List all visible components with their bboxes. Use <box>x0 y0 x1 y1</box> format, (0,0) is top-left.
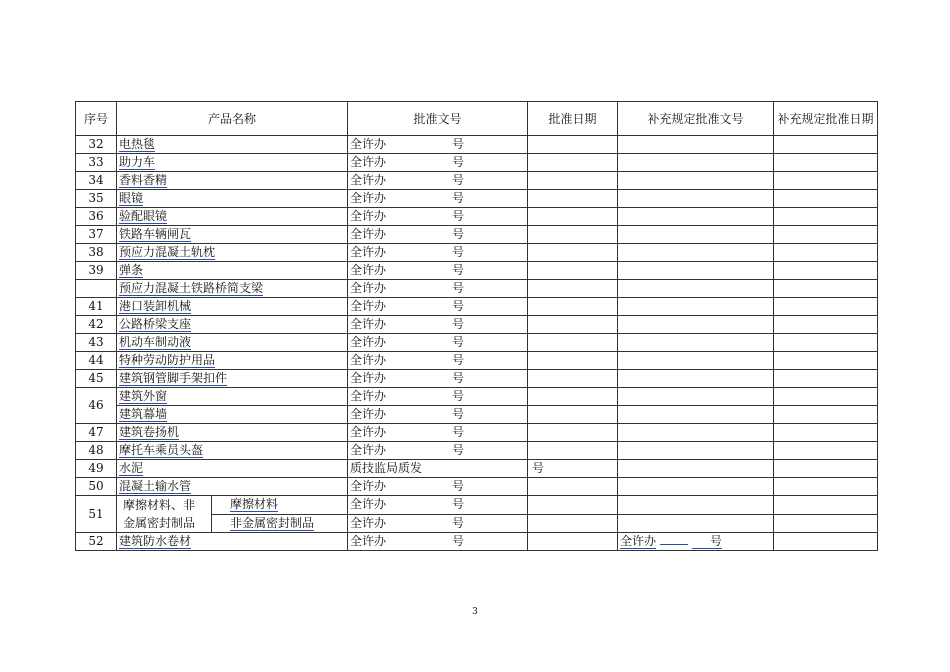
supp-date-cell <box>774 154 878 172</box>
supp-no-cell <box>618 496 774 515</box>
product-name: 建筑钢管脚手架扣件 <box>119 371 228 385</box>
table-row <box>76 406 878 424</box>
approval-suffix: 号 <box>452 425 465 439</box>
product-group <box>117 496 212 532</box>
approval-prefix: 全许办 <box>350 263 387 277</box>
supp-no-cell <box>618 154 774 172</box>
table-row <box>76 352 878 370</box>
row-number: 43 <box>76 334 117 352</box>
approval-no-cell <box>348 388 528 406</box>
row-number: 51 <box>76 496 117 533</box>
supp-date-cell <box>774 208 878 226</box>
product-name-cell <box>117 136 348 154</box>
table-row <box>76 496 878 515</box>
approval-suffix: 号 <box>452 209 465 223</box>
supp-no-cell <box>618 442 774 460</box>
product-name-cell <box>117 262 348 280</box>
supp-no-cell <box>618 478 774 496</box>
product-name-cell <box>117 442 348 460</box>
product-name: 验配眼镜 <box>119 209 168 223</box>
approval-no-cell <box>348 226 528 244</box>
product-name: 特种劳动防护用品 <box>119 353 216 367</box>
approval-prefix: 全许办 <box>350 335 387 349</box>
approval-no-cell <box>348 424 528 442</box>
product-sub-name <box>212 496 348 514</box>
row-number: 35 <box>76 190 117 208</box>
product-name: 混凝土输水管 <box>119 479 192 493</box>
product-name-cell <box>117 280 348 298</box>
product-name-cell <box>117 388 348 406</box>
approval-no-cell <box>348 280 528 298</box>
product-name-cell <box>117 334 348 352</box>
supp-date-cell <box>774 226 878 244</box>
product-name: 预应力混凝土铁路桥简支梁 <box>119 281 264 295</box>
approval-prefix: 全许办 <box>350 209 387 223</box>
approval-prefix: 全许办 <box>350 443 387 457</box>
table-row <box>76 370 878 388</box>
supp-no-cell <box>618 424 774 442</box>
approval-prefix: 全许办 <box>350 515 387 530</box>
approval-date-cell <box>528 370 618 388</box>
product-name-cell <box>117 316 348 334</box>
supp-date-cell <box>774 533 878 551</box>
approval-suffix: 号 <box>452 479 465 493</box>
table-row <box>76 334 878 352</box>
header-supp-date: 补充规定批准日期 <box>774 102 878 136</box>
approval-prefix: 全许办 <box>350 389 387 403</box>
product-name: 眼镜 <box>119 191 144 205</box>
supp-no-cell <box>618 262 774 280</box>
approval-prefix: 全许办 <box>350 317 387 331</box>
table-row <box>76 172 878 190</box>
row-number: 48 <box>76 442 117 460</box>
approval-suffix: 号 <box>452 299 465 313</box>
approval-no-cell <box>348 136 528 154</box>
table-row <box>76 316 878 334</box>
supp-date-cell <box>774 280 878 298</box>
approval-suffix: 号 <box>452 227 465 241</box>
product-name: 建筑外窗 <box>119 389 168 403</box>
approval-suffix: 号 <box>452 371 465 385</box>
supp-no-cell <box>618 172 774 190</box>
product-name: 电热毯 <box>119 137 156 151</box>
table-row <box>76 442 878 460</box>
approval-date-cell <box>528 352 618 370</box>
supp-date-cell <box>774 388 878 406</box>
product-name: 摩擦材料 <box>230 497 279 512</box>
table-row <box>76 388 878 406</box>
header-supp-no: 补充规定批准文号 <box>618 102 774 136</box>
approval-date-cell <box>528 208 618 226</box>
approval-prefix: 全许办 <box>350 155 387 169</box>
approval-date-cell <box>528 280 618 298</box>
approval-date-cell <box>528 298 618 316</box>
product-approval-table <box>75 101 878 551</box>
approval-no-cell <box>348 442 528 460</box>
row-number: 52 <box>76 533 117 551</box>
row-number: 50 <box>76 478 117 496</box>
approval-no-cell <box>348 514 528 533</box>
approval-suffix: 号 <box>452 335 465 349</box>
header-seq: 序号 <box>76 102 117 136</box>
row-number: 47 <box>76 424 117 442</box>
approval-no-cell <box>348 190 528 208</box>
supp-suffix: 号 <box>692 534 722 549</box>
approval-suffix: 号 <box>532 461 545 475</box>
approval-suffix: 号 <box>452 281 465 295</box>
supp-date-cell <box>774 406 878 424</box>
supp-no-cell <box>618 190 774 208</box>
product-name: 助力车 <box>119 155 156 169</box>
row-number: 38 <box>76 244 117 262</box>
approval-suffix: 号 <box>452 263 465 277</box>
approval-no-cell <box>348 406 528 424</box>
product-name: 摩托车乘员头盔 <box>119 443 204 457</box>
product-name-cell <box>117 352 348 370</box>
approval-date-cell <box>528 262 618 280</box>
table-row <box>76 262 878 280</box>
approval-suffix: 号 <box>452 317 465 331</box>
table-row <box>76 226 878 244</box>
product-name-cell <box>117 244 348 262</box>
supp-no-cell <box>618 316 774 334</box>
row-number: 39 <box>76 262 117 280</box>
table-row <box>76 424 878 442</box>
supp-date-cell <box>774 424 878 442</box>
approval-suffix: 号 <box>452 191 465 205</box>
approval-prefix: 全许办 <box>350 425 387 439</box>
table-row <box>76 460 878 478</box>
product-name-cell <box>117 496 348 533</box>
header-product: 产品名称 <box>117 102 348 136</box>
approval-no-cell <box>348 316 528 334</box>
approval-suffix: 号 <box>452 443 465 457</box>
approval-date-cell <box>528 442 618 460</box>
table-row <box>76 136 878 154</box>
product-name: 香料香精 <box>119 173 168 187</box>
product-group-line: 金属密封制品 <box>123 516 196 530</box>
supp-no-cell <box>618 226 774 244</box>
approval-prefix: 全许办 <box>350 227 387 241</box>
table-row <box>76 298 878 316</box>
approval-no-cell <box>348 533 528 551</box>
approval-date-cell <box>528 316 618 334</box>
approval-prefix: 全许办 <box>350 137 387 151</box>
table-row <box>76 244 878 262</box>
product-name-cell <box>117 154 348 172</box>
approval-suffix: 号 <box>452 534 465 548</box>
row-number: 41 <box>76 298 117 316</box>
row-number: 46 <box>76 388 117 424</box>
row-number: 49 <box>76 460 117 478</box>
product-name-cell <box>117 533 348 551</box>
row-number: 45 <box>76 370 117 388</box>
approval-suffix: 号 <box>452 497 465 512</box>
supp-date-cell <box>774 514 878 533</box>
product-name-cell <box>117 406 348 424</box>
supp-no-cell <box>618 388 774 406</box>
row-number: 34 <box>76 172 117 190</box>
approval-prefix: 全许办 <box>350 299 387 313</box>
approval-date-cell <box>528 226 618 244</box>
table-row <box>76 154 878 172</box>
product-name: 水泥 <box>119 461 144 475</box>
row-number: 42 <box>76 316 117 334</box>
approval-no-cell <box>348 244 528 262</box>
supp-no-cell <box>618 280 774 298</box>
approval-date-cell <box>528 154 618 172</box>
table-row <box>76 280 878 298</box>
product-name-cell <box>117 424 348 442</box>
approval-prefix: 全许办 <box>350 173 387 187</box>
approval-prefix: 全许办 <box>350 534 387 548</box>
product-name-cell <box>117 226 348 244</box>
approval-suffix: 号 <box>452 407 465 421</box>
approval-date-cell <box>528 334 618 352</box>
product-name-cell <box>117 172 348 190</box>
approval-date-cell <box>528 406 618 424</box>
approval-suffix: 号 <box>452 137 465 151</box>
approval-no-cell <box>348 478 528 496</box>
page-number: 3 <box>472 607 478 617</box>
approval-no-cell <box>348 208 528 226</box>
approval-no-cell <box>348 370 528 388</box>
supp-date-cell <box>774 442 878 460</box>
supp-date-cell <box>774 334 878 352</box>
supp-no-cell <box>618 533 774 551</box>
approval-date-cell <box>528 496 618 515</box>
product-name-cell <box>117 208 348 226</box>
header-approval-no: 批准文号 <box>348 102 528 136</box>
supp-no-cell <box>618 352 774 370</box>
approval-prefix: 全许办 <box>350 479 387 493</box>
approval-prefix: 全许办 <box>350 371 387 385</box>
supp-date-cell <box>774 262 878 280</box>
product-name: 公路桥梁支座 <box>119 317 192 331</box>
row-number: 32 <box>76 136 117 154</box>
supp-date-cell <box>774 190 878 208</box>
product-name-cell <box>117 478 348 496</box>
supp-no-cell <box>618 460 774 478</box>
supp-date-cell <box>774 136 878 154</box>
row-number: 37 <box>76 226 117 244</box>
product-name: 铁路车辆闸瓦 <box>119 227 192 241</box>
approval-date-cell <box>528 478 618 496</box>
approval-prefix: 全许办 <box>350 353 387 367</box>
row-number: 36 <box>76 208 117 226</box>
approval-no-cell <box>348 460 545 478</box>
supp-no-cell <box>618 244 774 262</box>
product-name: 非金属密封制品 <box>230 515 315 530</box>
approval-no-cell <box>348 262 528 280</box>
approval-date-cell <box>528 533 618 551</box>
supp-date-cell <box>774 478 878 496</box>
approval-no-cell <box>348 352 528 370</box>
approval-prefix: 全许办 <box>350 497 387 512</box>
supp-date-cell <box>774 244 878 262</box>
approval-prefix: 质技监局质发 <box>350 461 423 475</box>
approval-date-cell <box>528 190 618 208</box>
header-approval-date: 批准日期 <box>528 102 618 136</box>
supp-date-cell <box>774 370 878 388</box>
approval-date-cell <box>528 172 618 190</box>
approval-date-cell <box>528 514 618 533</box>
product-name: 机动车制动液 <box>119 335 192 349</box>
supp-date-cell <box>774 352 878 370</box>
approval-date-cell <box>528 244 618 262</box>
table-row <box>76 208 878 226</box>
product-name: 建筑卷扬机 <box>119 425 180 439</box>
approval-suffix: 号 <box>452 245 465 259</box>
approval-no-cell <box>348 334 528 352</box>
supp-date-cell <box>774 172 878 190</box>
product-group-line: 摩擦材料、非 <box>123 498 196 512</box>
approval-suffix: 号 <box>452 515 465 530</box>
product-sub-name <box>212 514 348 532</box>
product-name: 港口装卸机械 <box>119 299 192 313</box>
table-row <box>76 533 878 551</box>
approval-suffix: 号 <box>452 155 465 169</box>
table-row <box>76 190 878 208</box>
product-name: 建筑防水卷材 <box>119 534 192 548</box>
product-name: 弹条 <box>119 263 144 277</box>
table-row <box>76 478 878 496</box>
approval-prefix: 全许办 <box>350 191 387 205</box>
supp-date-cell <box>774 298 878 316</box>
approval-no-cell <box>348 496 528 515</box>
product-name-cell <box>117 460 348 478</box>
approval-prefix: 全许办 <box>350 281 387 295</box>
product-name-cell <box>117 370 348 388</box>
row-number: 44 <box>76 352 117 370</box>
supp-prefix: 全许办 <box>620 534 657 548</box>
row-number <box>76 280 117 298</box>
supp-date-cell <box>774 316 878 334</box>
supp-no-cell <box>618 370 774 388</box>
table-header-row <box>76 102 878 136</box>
approval-date-cell <box>528 388 618 406</box>
approval-no-cell <box>348 172 528 190</box>
supp-no-cell <box>618 514 774 533</box>
row-number: 33 <box>76 154 117 172</box>
approval-suffix: 号 <box>452 173 465 187</box>
approval-suffix: 号 <box>452 389 465 403</box>
approval-date-cell <box>528 136 618 154</box>
supp-no-cell <box>618 298 774 316</box>
approval-prefix: 全许办 <box>350 407 387 421</box>
supp-no-cell <box>618 406 774 424</box>
supp-date-cell <box>774 496 878 515</box>
product-name-cell <box>117 190 348 208</box>
approval-prefix: 全许办 <box>350 245 387 259</box>
approval-no-cell <box>348 154 528 172</box>
approval-date-cell <box>528 424 618 442</box>
supp-no-cell <box>618 208 774 226</box>
supp-no-cell <box>618 334 774 352</box>
product-name: 建筑幕墙 <box>119 407 168 421</box>
approval-no-cell <box>348 298 528 316</box>
supp-no-cell <box>618 136 774 154</box>
supp-date-cell <box>774 460 878 478</box>
product-name-cell <box>117 298 348 316</box>
product-name: 预应力混凝土轨枕 <box>119 245 216 259</box>
approval-suffix: 号 <box>452 353 465 367</box>
